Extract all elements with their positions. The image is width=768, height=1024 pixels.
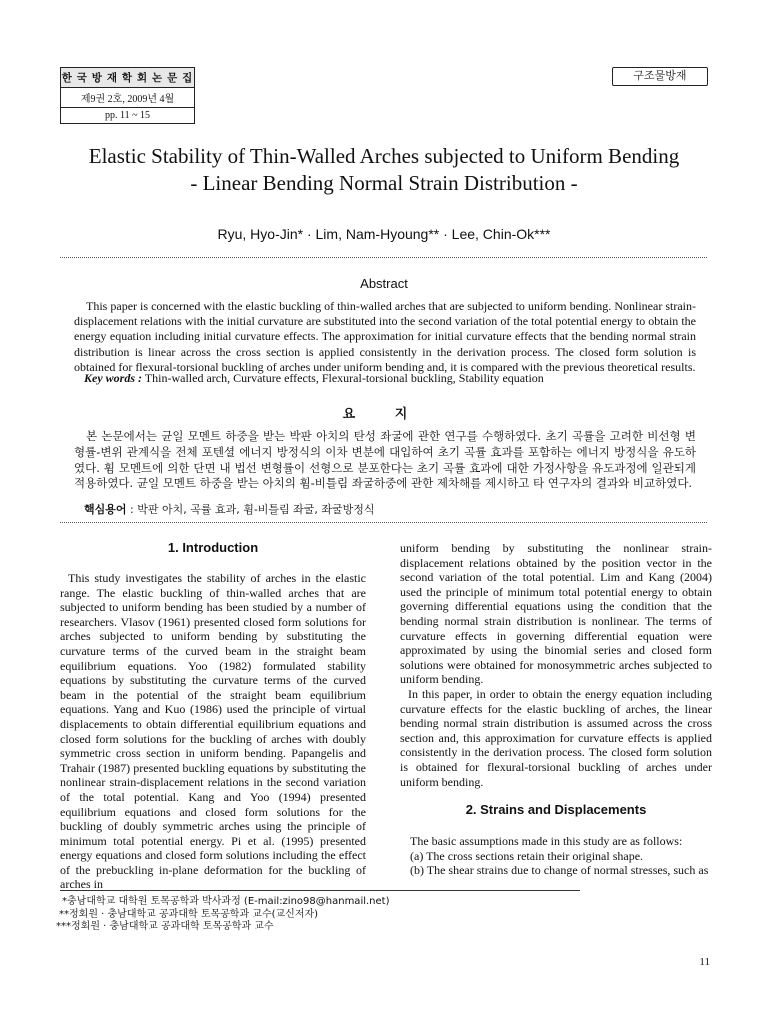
korean-abstract-heading: 요 지	[342, 406, 426, 421]
abstract-text: This paper is concerned with the elastic buckling of thin-walled arches that are subjected to uniform bending. Nonlinear strain-displacement relations with the initial curvature are substituted into the second variation of the total potential energy to obtain the energy equation including initial curvature effects. The approximation for initial curvature effects that the bending normal strain distribution is linear across the cross section is applied consistently in the derivation process. The closed form solution is obtained for flexural-torsional buckling of arches under uniform bending and, it is compared with the previous theoretical results.	[74, 299, 696, 374]
footnote-1: *충남대학교 대학원 토목공학과 박사과정 (E-mail:zino98@hanmail.net)	[62, 896, 390, 907]
section-2-heading: 2. Strains and Displacements	[465, 802, 647, 817]
title-line-1: Elastic Stability of Thin-Walled Arches subjected to Uniform Bending	[88, 144, 680, 168]
keywords	[84, 371, 544, 386]
intro-paragraph: This study investigates the stability of arches in the elastic range. The elastic buckling of thin-walled arches that are subjected to uniform bending has been studied by a number of researchers. Vlasov (1961) presented closed form solutions for arches subjected to uniform bending by substituting the curvature terms of the curved beam in the straight beam equilibrium equations. Yoo (1982) formulated stability equations by substituting the curvature terms of the curved beam in the potential of the straight beam equilibrium equations. Yang and Kuo (1986) used the principle of virtual displacements to obtain differential equilibrium equations and closed form solutions for the buckling of arches with doubly symmetric cross section in uniform bending. Papangelis and Trahair (1987) presented buckling equations by substituting the nonlinear strain-displacement relations in the second variation of the total potential. Kang and Yoo (1994) presented equilibrium equations and closed form solutions for the buckling of doubly symmetric arches using the principle of minimum total potential energy. Pi et al. (1995) presented energy equations and closed form solutions including the effect of the prebuckling in-plane deformation for the buckling of arches in	[60, 571, 366, 892]
korean-abstract-text: 본 논문에서는 균일 모멘트 하중을 받는 박판 아치의 탄성 좌굴에 관한 연구를 수행하였다. 초기 곡률을 고려한 비선형 변형률-변위 관계식을 전체 포텐셜 에너지 방정식의 이차 변분에 대입하여 초기 곡률 효과를 포함하는 에너지 방정식을 유도하였다. 휨 모멘트에 의한 단면 내 법선 변형률이 선형으로 분포한다는 초기 곡률 효과에 대한 가정사항을 유도과정에 일관되게 적용하였다. 균일 모멘트 하중을 받는 아치의 휨-비틀림 좌굴하중에 관한 제차해를 제시하고 타 연구자의 결과와 비교하였다.	[74, 429, 696, 491]
assumption-a: (a) The cross sections retain their original shape.	[410, 848, 644, 863]
assumption-b: (b) The shear strains due to change of normal stresses, such as	[410, 863, 709, 878]
korean-keywords	[84, 501, 375, 517]
abstract-heading: Abstract	[360, 276, 408, 291]
journal-pages: pp. 11 ~ 15	[104, 110, 151, 121]
section-2-body	[410, 834, 712, 878]
divider-top	[60, 257, 707, 258]
right-paragraph-2: In this paper, in order to obtain the energy equation including curvature effects for the elastic buckling of arches, the linear bending normal strain distribution is assumed across the cross section and, this approximation for curvature effects is applied consistently in the derivation process. The closed form solution is obtained for flexural-torsional buckling of arches under uniform bending.	[400, 686, 712, 789]
footnote-rule	[60, 890, 580, 891]
footnote-3: ***정회원 · 충남대학교 공과대학 토목공학과 교수	[56, 921, 274, 932]
right-paragraph-1: uniform bending by substituting the nonlinear strain-displacement relations obtained by the position vector in the second variation of the total potential. Lim and Kang (2004) used the principle of minimum total potential energy to obtain governing differential equations using the condition that the bending normal strain distribution is nonlinear. The terms of curvature effects in governing differential equation were approximated by using the binomial series and closed form solutions were obtained for monosymmetric arches subjected to uniform bending.	[400, 541, 712, 687]
category-tag: 구조물방재	[612, 67, 708, 86]
footnotes	[56, 896, 390, 934]
assumptions-intro: The basic assumptions made in this study are as follows:	[410, 834, 683, 848]
footnote-2: **정회원 · 충남대학교 공과대학 토목공학과 교수(교신저자)	[59, 908, 319, 920]
left-column	[60, 571, 366, 892]
divider-middle	[60, 522, 707, 523]
section-1-heading: 1. Introduction	[167, 540, 259, 555]
keywords-label: Key words :	[84, 371, 142, 385]
korean-keywords-label: 핵심용어	[84, 503, 127, 516]
journal-name: 한 국 방 재 학 회 논 문 집	[61, 68, 194, 88]
page-number: 11	[699, 956, 710, 968]
paper-title	[40, 143, 728, 197]
journal-info-box	[60, 67, 195, 124]
title-line-2: - Linear Bending Normal Strain Distribution -	[190, 171, 578, 195]
authors: Ryu, Hyo-Jin* · Lim, Nam-Hyoung** · Lee, Chin-Ok***	[217, 226, 551, 242]
journal-volume: 제9권 2호, 2009년 4월	[61, 88, 194, 108]
keywords-text: Thin-walled arch, Curvature effects, Flexural-torsional buckling, Stability equation	[144, 371, 544, 385]
right-column	[400, 541, 712, 789]
korean-keywords-text: : 박판 아치, 곡률 효과, 휨-비틀림 좌굴, 좌굴방정식	[130, 503, 375, 516]
